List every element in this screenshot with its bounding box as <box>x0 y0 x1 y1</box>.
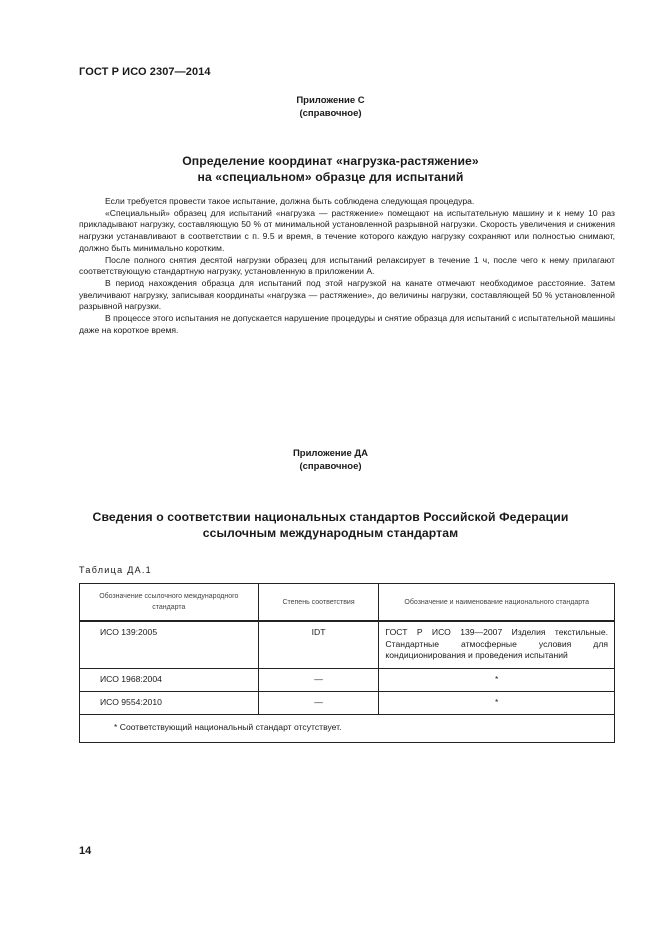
degree-cell: — <box>258 669 379 692</box>
table-row <box>80 692 615 715</box>
appendix-c-title-line1: Определение координат «нагрузка-растяжение» <box>182 154 479 168</box>
intl-standard-cell: ИСО 1968:2004 <box>80 669 259 692</box>
header-intl-standard: Обозначение ссылочного международного стандарта <box>80 584 259 622</box>
table-footnote: * Соответствующий национальный стандарт отсутствует. <box>80 715 615 743</box>
intl-standard-cell: ИСО 139:2005 <box>80 621 259 669</box>
page-number: 14 <box>79 845 92 857</box>
standards-correspondence-table <box>79 583 615 743</box>
national-standard-cell: ГОСТ Р ИСО 139—2007 Изделия текстильные. Стандартные атмосферные условия для кондиционирования и проведения испытаний <box>379 621 615 669</box>
appendix-da-title <box>0 509 661 541</box>
appendix-c-body <box>79 196 615 336</box>
national-standard-cell: * <box>379 669 615 692</box>
table-header-row <box>80 584 615 622</box>
appendix-da-title-line1: Сведения о соответствии национальных стандартов Российской Федерации <box>92 510 569 524</box>
appendix-c-heading <box>0 94 661 120</box>
appendix-c-label: Приложение С <box>296 95 365 106</box>
table-row <box>80 621 615 669</box>
appendix-da-heading <box>0 447 661 473</box>
document-code-header: ГОСТ Р ИСО 2307—2014 <box>79 66 211 78</box>
header-degree: Степень соответствия <box>258 584 379 622</box>
appendix-c-title <box>0 153 661 185</box>
table-footnote-row <box>80 715 615 743</box>
header-national-standard: Обозначение и наименование национального стандарта <box>379 584 615 622</box>
appendix-c-paragraph: «Специальный» образец для испытаний «нагрузка — растяжение» помещают на испытательную машину и к нему 10 раз прикладывают нагрузку, составляющую 50 % от минимальной установленной разрывной нагрузки. Скорость увеличения и снижения нагрузки устанавливают в соответствии с п. 9.5 и время, в течение которого каждую нагрузку сохраняют или полностью снимают, должно быть минимально коротким. <box>79 207 615 253</box>
appendix-c-type: (справочное) <box>299 108 362 119</box>
degree-cell: IDT <box>258 621 379 669</box>
degree-cell: — <box>258 692 379 715</box>
appendix-c-title-line2: на «специальном» образце для испытаний <box>197 170 464 184</box>
table-row <box>80 669 615 692</box>
appendix-da-title-line2: ссылочным международным стандартам <box>202 526 459 540</box>
table-caption: Таблица ДА.1 <box>79 565 152 575</box>
appendix-da-type: (справочное) <box>299 461 362 472</box>
national-standard-cell: * <box>379 692 615 715</box>
appendix-da-label: Приложение ДА <box>292 448 369 459</box>
intl-standard-cell: ИСО 9554:2010 <box>80 692 259 715</box>
appendix-c-paragraph: После полного снятия десятой нагрузки образец для испытаний релаксирует в течение 1 ч, после чего к нему прилагают соответствующую стандартную нагрузку, установленную в приложении А. <box>79 254 615 277</box>
appendix-c-paragraph: В период нахождения образца для испытаний под этой нагрузкой на канате отмечают необходимое расстояние. Затем увеличивают нагрузку, записывая координаты «нагрузка — растяжение», до величины нагрузки, составляющей 50 % установленной разрывной нагрузки. <box>79 277 615 312</box>
appendix-c-paragraph: В процессе этого испытания не допускается нарушение процедуры и снятие образца для испытаний с испытательной машины даже на короткое время. <box>79 313 615 335</box>
appendix-c-paragraph: Если требуется провести такое испытание, должна быть соблюдена следующая процедура. <box>105 196 475 206</box>
